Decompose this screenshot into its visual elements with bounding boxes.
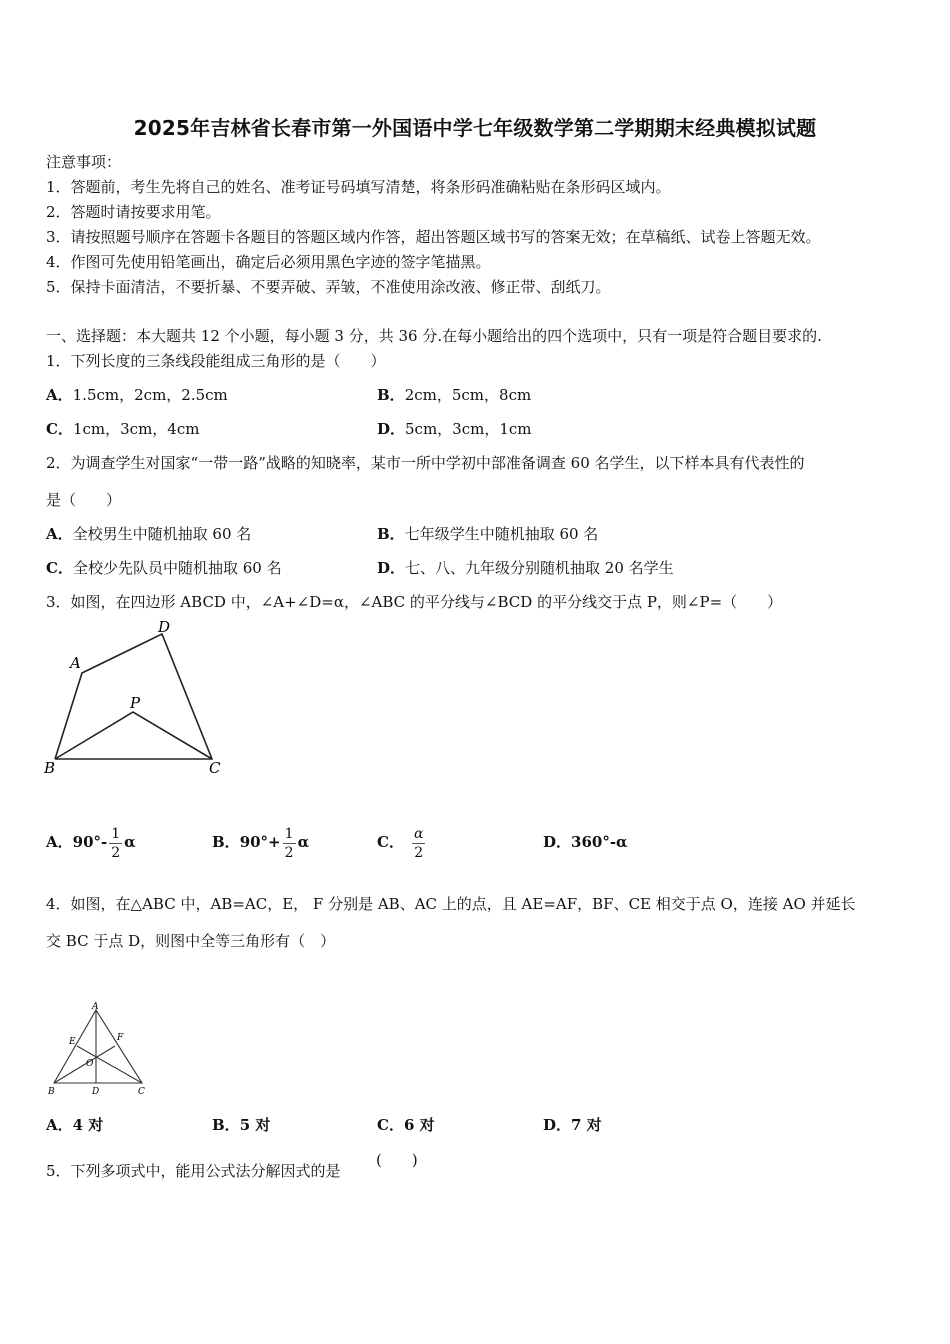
- q2-option-d: [377, 557, 674, 579]
- q4-segment-bf: [54, 1046, 115, 1083]
- notice-item-2: 2．答题时请按要求用笔。: [46, 203, 221, 221]
- q1-option-a-label: A．: [46, 386, 73, 404]
- q4-option-a: [46, 1114, 103, 1136]
- q4-stem-line1: 4．如图，在△ABC 中，AB=AC，E， F 分别是 AB、AC 上的点，且 AE=AF，BF、CE 相交于点 O，连接 AO 并延长: [46, 895, 856, 913]
- q3-option-c-den: 2: [414, 844, 424, 861]
- q4-option-a-text: 4 对: [72, 1116, 104, 1134]
- q3-option-b-label: B．: [212, 833, 240, 851]
- q1-option-d-label: D．: [377, 420, 406, 438]
- notice-item-5: 5．保持卡面清洁，不要折暴、不要弄破、弄皱，不准使用涂改液、修正带、刮纸刀。: [46, 278, 611, 296]
- q3-label-b: B: [44, 759, 56, 777]
- notice-heading: 注意事项：: [46, 153, 122, 171]
- q4-option-b: [212, 1114, 270, 1136]
- notice-item-3: 3．请按照题号顺序在答题卡各题目的答题区域内作答，超出答题区域书写的答案无效；在草稿纸、试卷上答题无效。: [46, 228, 821, 246]
- q3-option-a-num: 1: [111, 825, 121, 842]
- q2-stem-line1: 2．为调查学生对国家“一带一路”战略的知晓率，某市一所中学初中部准备调查 60 名学生，以下样本具有代表性的: [46, 454, 805, 472]
- q4-option-c-label: C．: [377, 1116, 404, 1134]
- q1-option-b: [377, 384, 531, 406]
- q2-option-a-text: 全校男生中随机抽取 60 名: [72, 525, 252, 543]
- section-heading: 一、选择题：本大题共 12 个小题，每小题 3 分，共 36 分.在每小题给出的四个选项中，只有一项是符合题目要求的.: [46, 327, 822, 345]
- q1-option-d-text: 5cm，3cm，1cm: [405, 420, 532, 438]
- q3-option-d-label: D．: [543, 833, 572, 851]
- q1-option-a: [46, 384, 228, 406]
- q3-quadrilateral-figure: [40, 618, 230, 778]
- q1-option-b-text: 2cm，5cm，8cm: [404, 386, 532, 404]
- q4-option-d-label: D．: [543, 1116, 572, 1134]
- q4-label-f: F: [117, 1033, 124, 1043]
- q3-option-b-den: 2: [284, 844, 294, 861]
- q2-option-c: [46, 557, 282, 579]
- q4-option-c: [377, 1114, 435, 1136]
- q2-option-b: [377, 523, 598, 545]
- notice-item-4: 4．作图可先使用铅笔画出，确定后必须用黑色字迹的签字笔描黑。: [46, 253, 491, 271]
- q4-option-d: [543, 1114, 602, 1136]
- q1-stem: 1．下列长度的三条线段能组成三角形的是（ ）: [46, 352, 386, 370]
- q4-label-b: B: [48, 1087, 55, 1097]
- q4-label-e: E: [69, 1037, 76, 1047]
- q4-label-o: O: [86, 1059, 94, 1069]
- q2-option-d-label: D．: [377, 559, 406, 577]
- q4-label-c: C: [138, 1087, 145, 1097]
- q2-option-a-label: A．: [46, 525, 73, 543]
- q2-stem-line2: 是（ ）: [46, 491, 122, 509]
- q3-option-a-label: A．: [46, 833, 73, 851]
- q2-option-b-label: B．: [377, 525, 405, 543]
- q3-bisectors: [55, 712, 212, 759]
- q3-label-d: D: [158, 618, 171, 636]
- q2-option-c-text: 全校少先队员中随机抽取 60 名: [72, 559, 282, 577]
- q1-option-c-label: C．: [46, 420, 73, 438]
- q4-option-c-text: 6 对: [403, 1116, 435, 1134]
- q1-option-d: [377, 418, 532, 440]
- q4-option-a-label: A．: [46, 1116, 73, 1134]
- q3-label-a: A: [70, 654, 81, 672]
- q3-label-c: C: [209, 759, 221, 777]
- q3-option-b-fraction: [283, 825, 296, 862]
- q4-triangle-outline: [54, 1010, 142, 1083]
- q4-label-d: D: [92, 1087, 100, 1097]
- q3-option-b-pre: 90°+: [239, 833, 281, 851]
- page-title: 2025年吉林省长春市第一外国语中学七年级数学第二学期期末经典模拟试题: [133, 116, 817, 140]
- q4-option-d-text: 7 对: [571, 1116, 602, 1134]
- q2-option-b-text: 七年级学生中随机抽取 60 名: [404, 525, 599, 543]
- q2-option-c-label: C．: [46, 559, 73, 577]
- notice-item-1: 1．答题前，考生先将自己的姓名、准考证号码填写清楚，将条形码准确粘贴在条形码区域内。: [46, 178, 671, 196]
- q3-option-b-num: 1: [284, 825, 294, 842]
- q3-option-b-post: α: [297, 833, 310, 851]
- q3-option-a-fraction: [109, 825, 122, 862]
- q3-option-c-label: C．: [377, 833, 404, 851]
- q3-option-a: [46, 812, 136, 872]
- q1-option-c: [46, 418, 199, 440]
- q1-option-c-text: 1cm，3cm，4cm: [72, 420, 200, 438]
- q3-option-a-post: α: [124, 833, 136, 851]
- q3-option-d-pre: 360°-α: [571, 833, 628, 851]
- q3-option-b: [212, 812, 309, 872]
- q3-stem: 3．如图，在四边形 ABCD 中，∠A+∠D=α，∠ABC 的平分线与∠BCD 的平分线交于点 P，则∠P=（ ）: [46, 593, 783, 611]
- q5-answer-paren: ( ): [376, 1151, 418, 1169]
- q4-label-a: A: [92, 1002, 99, 1012]
- q1-option-a-text: 1.5cm，2cm，2.5cm: [72, 386, 228, 404]
- q2-option-a: [46, 523, 251, 545]
- q3-option-c-fraction: [412, 825, 425, 862]
- q4-option-b-label: B．: [212, 1116, 240, 1134]
- q2-option-d-text: 七、八、九年级分别随机抽取 20 名学生: [405, 559, 674, 577]
- q4-triangle-figure: [42, 1000, 152, 1100]
- q3-option-c-num: α: [413, 825, 424, 842]
- q3-label-p: P: [130, 694, 141, 712]
- q3-option-a-den: 2: [111, 844, 121, 861]
- q4-option-b-text: 5 对: [239, 1116, 271, 1134]
- q5-stem: 5．下列多项式中，能用公式法分解因式的是: [46, 1162, 341, 1180]
- q4-stem-line2: 交 BC 于点 D，则图中全等三角形有（ ）: [46, 932, 336, 950]
- q1-option-b-label: B．: [377, 386, 405, 404]
- q3-option-a-pre: 90°-: [72, 833, 108, 851]
- q3-option-d: [543, 812, 628, 872]
- q3-option-c: [377, 812, 427, 872]
